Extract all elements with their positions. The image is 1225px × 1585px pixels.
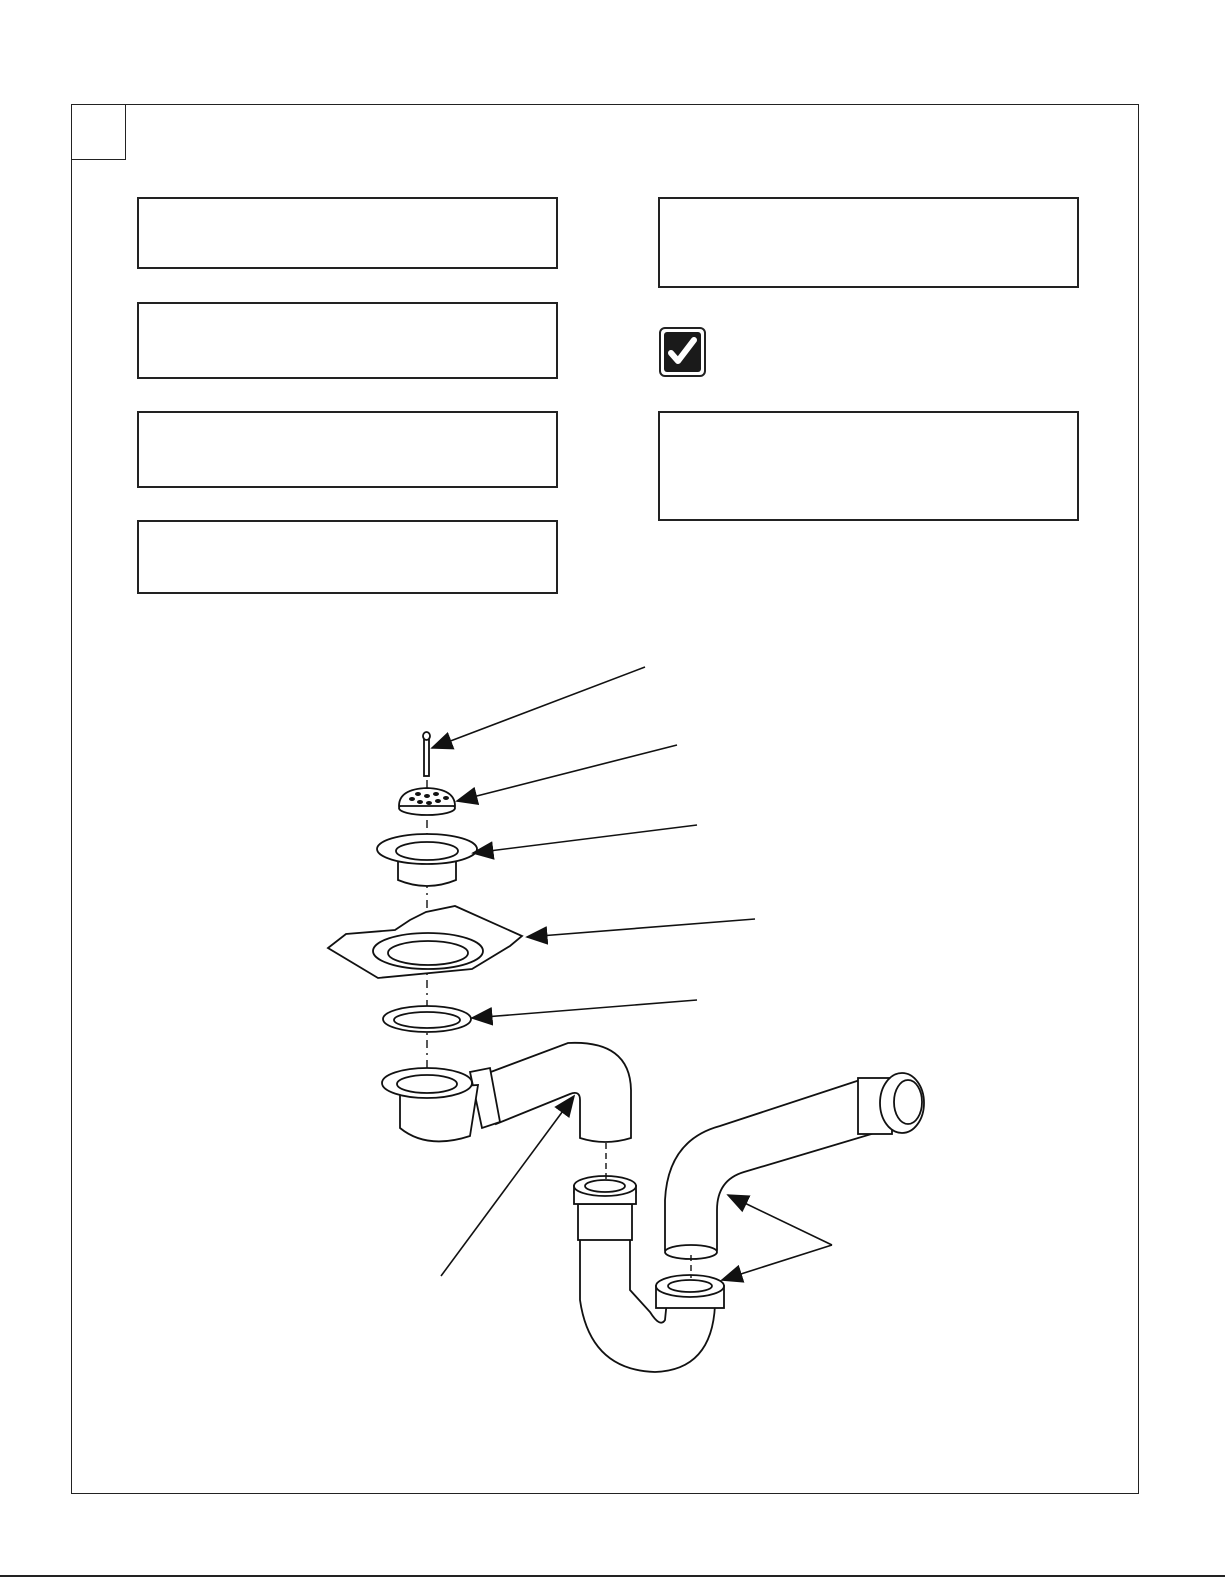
footer-rule [0, 1575, 1225, 1577]
check-mark-icon [659, 327, 706, 377]
step-number-tab [71, 104, 126, 160]
note-box-6 [658, 411, 1079, 521]
note-box-2 [137, 302, 558, 379]
note-box-3 [137, 411, 558, 488]
note-box-5 [658, 197, 1079, 288]
note-box-1 [137, 197, 558, 269]
note-box-4 [137, 520, 558, 594]
